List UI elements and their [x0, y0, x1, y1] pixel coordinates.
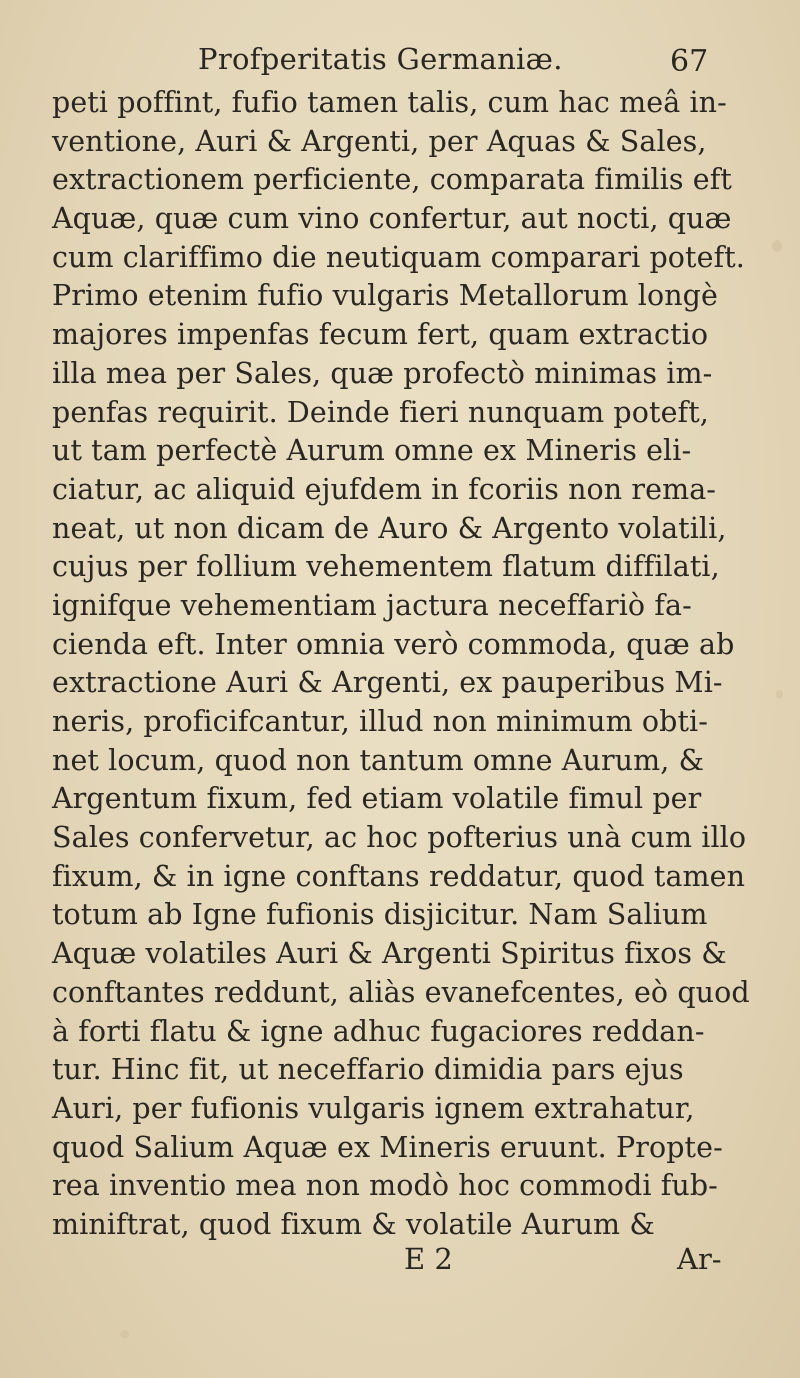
text-line: miniftrat, quod fixum & volatile Aurum &	[52, 1207, 655, 1241]
text-line: totum ab Igne fufionis disjicitur. Nam Salium	[52, 898, 708, 932]
foxing-stain	[120, 1330, 129, 1338]
text-line: tur. Hinc fit, ut neceffario dimidia pars ejus	[52, 1053, 684, 1087]
text-line: Aquæ volatiles Auri & Argenti Spiritus fixos &	[52, 937, 727, 971]
text-line: ciatur, ac aliquid ejufdem in fcoriis non rema-	[52, 472, 717, 506]
page-number: 67	[670, 44, 709, 79]
text-line: Aquæ, quæ cum vino confertur, aut nocti, quæ	[52, 202, 732, 236]
text-line: neris, proficifcantur, illud non minimum obti-	[52, 705, 708, 738]
text-line: quod Salium Aquæ ex Mineris eruunt. Propte-	[52, 1130, 723, 1164]
text-line: penfas requirit. Deinde fieri nunquam poteft,	[52, 395, 709, 429]
body-text	[52, 84, 752, 1245]
text-line: extractionem perficiente, comparata fimilis eft	[52, 163, 732, 197]
text-line: cum clariffimo die neutiquam comparari poteft.	[52, 240, 745, 274]
catchword: Ar-	[677, 1242, 722, 1276]
text-line: illa mea per Sales, quæ profectò minimas im-	[52, 356, 713, 390]
text-line: fixum, & in igne conftans reddatur, quod tamen	[52, 859, 746, 893]
text-line: cujus per follium vehementem flatum diffilati,	[52, 550, 720, 584]
foxing-stain	[772, 240, 782, 252]
text-line: rea inventio mea non modò hoc commodi fub-	[52, 1169, 718, 1203]
text-line: Primo etenim fufio vulgaris Metallorum longè	[52, 279, 718, 313]
text-line: à forti flatu & igne adhuc fugaciores reddan-	[52, 1014, 705, 1048]
text-line: cienda eft. Inter omnia verò commoda, quæ ab	[52, 627, 735, 661]
signature-mark: E 2	[404, 1242, 453, 1276]
text-line: ventione, Auri & Argenti, per Aquas & Sales,	[52, 124, 707, 158]
text-line: net locum, quod non tantum omne Aurum, &	[52, 743, 705, 777]
page-footer	[0, 1238, 800, 1282]
text-line: ignifque vehementiam jactura neceffariò fa-	[52, 588, 692, 622]
text-line: Sales confervetur, ac hoc pofterius unà cum illo	[52, 821, 747, 855]
text-line: neat, ut non dicam de Auro & Argento volatili,	[52, 511, 727, 545]
text-line: extractione Auri & Argenti, ex pauperibus Mi-	[52, 666, 723, 700]
foxing-stain	[776, 690, 783, 699]
text-line: majores impenfas fecum fert, quam extractio	[52, 318, 709, 352]
text-line: Argentum fixum, fed etiam volatile fimul per	[52, 782, 702, 816]
text-line: ut tam perfectè Aurum omne ex Mineris eli-	[52, 434, 692, 468]
page-header	[0, 36, 800, 86]
text-line: conftantes reddunt, aliàs evanefcentes, eò quod	[52, 975, 750, 1009]
text-line: peti poffint, fufio tamen talis, cum hac meâ in-	[52, 86, 727, 119]
running-head: Profperitatis Germaniæ.	[198, 42, 563, 76]
text-line: Auri, per fufionis vulgaris ignem extrahatur,	[52, 1091, 695, 1125]
